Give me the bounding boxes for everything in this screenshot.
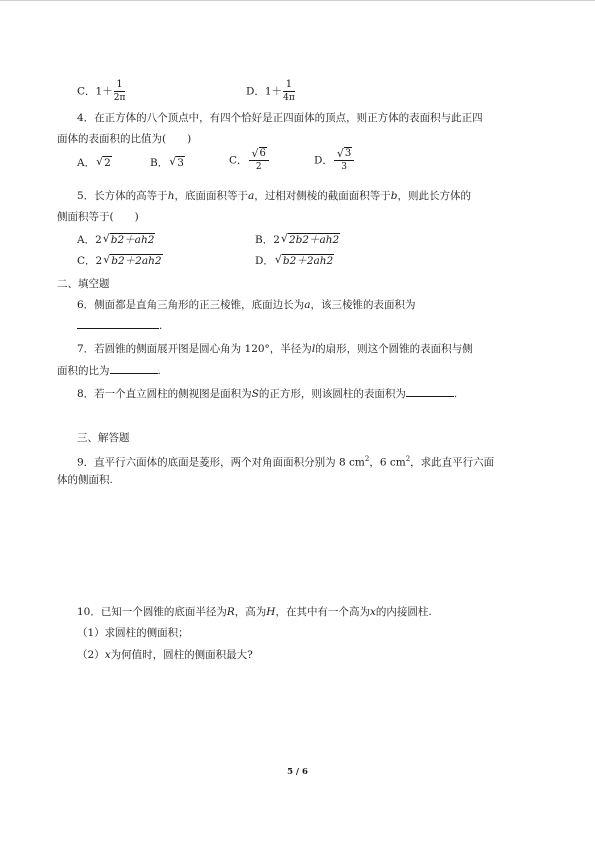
section-heading-solutions: 三、解答题 [77, 432, 130, 444]
answer-blank[interactable] [406, 386, 454, 397]
q4-option-c: C． √ $\frac{6}{2}$ [229, 149, 270, 172]
answer-blank[interactable] [110, 363, 158, 374]
q5-option-b: B．2√ 2b2＋ah2 [255, 233, 340, 247]
fraction: $\frac{1}{4\pi}$ [283, 79, 295, 103]
q3-option-c: C．1＋ $\frac{1}{2\pi}$ [77, 79, 126, 103]
q6-line-1: 6．侧面都是直角三角形的正三棱锥，底面边长为a，该三棱锥的表面积为 [77, 299, 416, 311]
fraction: $\frac{1}{2\pi}$ [113, 79, 126, 103]
q8-line-1: 8．若一个直立圆柱的侧视图是面积为S的正方形，则该圆柱的表面积为 . [77, 388, 458, 400]
q5-option-d: D．√ b2＋2ah2 [255, 254, 334, 268]
fraction: √ $\frac{6}{2}$ [249, 149, 269, 172]
answer-blank[interactable] [77, 318, 159, 329]
fraction: √ $\frac{3}{3}$ [334, 149, 354, 172]
q7-line-2: 面积的比为 . [57, 365, 161, 377]
q4-line-2: 面体的表面积的比值为( ) [57, 133, 192, 145]
q4-option-b: B．√ 3 [150, 156, 185, 170]
q4-option-a: A．√ 2 [77, 156, 112, 170]
q5-option-c: C．2√ b2＋2ah2 [77, 254, 163, 268]
sqrt: √ 2 [96, 156, 112, 170]
q9-line-1: 9．直平行六面体的底面是菱形，两个对角面面积分别为 8 $cm^2$，6 $cm^2$，求此直平行六面 [77, 455, 495, 469]
q10-sub-1: （1）求圆柱的侧面积； [77, 627, 189, 639]
sqrt: √ 3 [169, 156, 185, 170]
q10-line-1: 10．已知一个圆锥的底面半径为R，高为H，在其中有一个高为x的内接圆柱. [77, 606, 432, 618]
section-heading-fill-in: 二、填空题 [57, 278, 110, 290]
q3-option-d: D．1＋ $\frac{1}{4\pi}$ [246, 79, 295, 103]
q5-option-a: A．2√ b2＋ah2 [77, 233, 155, 247]
q4-option-d: D． √ $\frac{3}{3}$ [314, 149, 355, 172]
q10-sub-2: （2）x为何值时，圆柱的侧面积最大? [77, 649, 253, 661]
page-number: 5 / 6 [287, 767, 308, 777]
q9-line-2: 体的侧面积. [57, 474, 113, 486]
q6-answer-line: . [77, 318, 162, 333]
q5-line-1: 5．长方体的高等于h，底面面积等于a，过相对侧棱的截面面积等于b，则此长方体的 [77, 190, 471, 202]
q7-line-1: 7．若圆锥的侧面展开图是圆心角为 120°，半径为l的扇形，则这个圆锥的表面积与侧 [77, 343, 473, 355]
q4-line-1: 4．在正方体的八个顶点中，有四个恰好是正四面体的顶点，则正方体的表面积与此正四 [77, 112, 483, 124]
top-border [0, 0, 595, 1]
q5-line-2: 侧面积等于( ) [57, 211, 139, 223]
